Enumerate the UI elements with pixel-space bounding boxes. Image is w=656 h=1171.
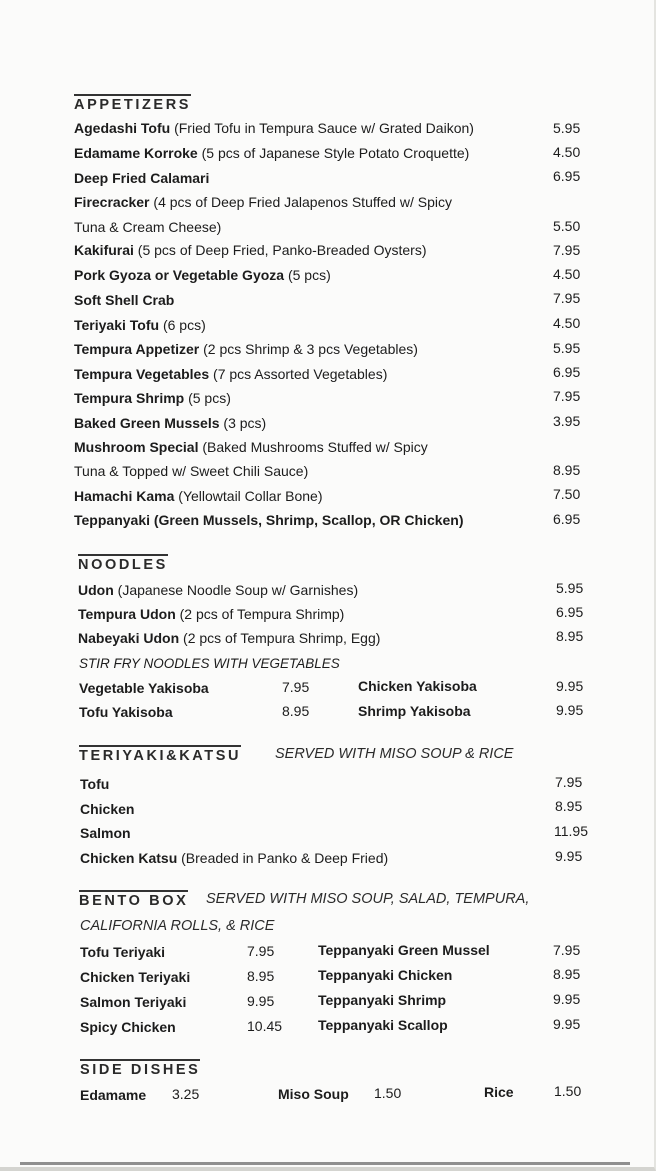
item-price: 9.95: [553, 991, 581, 1007]
item-name: Tempura Udon: [78, 606, 176, 622]
item-price: 8.95: [553, 966, 581, 982]
item-price: 4.50: [553, 266, 581, 282]
item-desc: (2 pcs of Tempura Shrimp): [175, 606, 345, 622]
item-desc: (4 pcs of Deep Fried Jalapenos Stuffed w/ Spicy: [149, 194, 452, 210]
item-price: 7.95: [553, 290, 581, 306]
menu-item: [78, 582, 358, 599]
menu-item-continuation: Tuna & Topped w/ Sweet Chili Sauce): [74, 463, 309, 479]
item-price: 5.50: [553, 218, 581, 234]
item-price: 9.95: [556, 702, 584, 718]
item-price: 11.95: [554, 823, 588, 839]
item-desc: (Japanese Noodle Soup w/ Garnishes): [113, 582, 359, 598]
item-price: 1.50: [374, 1085, 402, 1101]
menu-item: [74, 242, 427, 259]
item-name: Hamachi Kama: [74, 488, 175, 504]
item-desc: (3 pcs): [219, 415, 267, 431]
item-price: 4.50: [553, 144, 581, 160]
menu-item: Teppanyaki Scallop: [318, 1017, 448, 1033]
item-price: 7.95: [247, 943, 275, 959]
menu-item: [78, 630, 380, 647]
item-price: 6.95: [553, 364, 581, 380]
item-price: 8.95: [282, 703, 310, 719]
page-bottom-shadow: [20, 1162, 630, 1165]
item-price: 7.95: [555, 774, 583, 790]
item-price: 5.95: [556, 580, 584, 596]
item-name: Salmon: [80, 825, 131, 841]
menu-item: Tofu Yakisoba: [79, 704, 173, 720]
menu-item: [74, 341, 418, 358]
item-name: Udon: [78, 582, 114, 598]
teriyaki-heading: TERIYAKI&KATSU: [79, 745, 241, 765]
appetizers-heading: APPETIZERS: [74, 94, 191, 114]
bento-heading: BENTO BOX: [79, 890, 188, 910]
menu-item: Rice: [484, 1084, 514, 1100]
menu-item: [74, 194, 452, 211]
menu-item: Teppanyaki Chicken: [318, 967, 453, 983]
item-price: 8.95: [556, 628, 584, 644]
menu-item-continuation: Tuna & Cream Cheese): [74, 219, 222, 235]
menu-item: Miso Soup: [278, 1086, 349, 1102]
item-price: 8.95: [555, 798, 583, 814]
item-desc: (Baked Mushrooms Stuffed w/ Spicy: [198, 439, 428, 455]
menu-item: [80, 801, 134, 818]
item-price: 9.95: [553, 1016, 581, 1032]
item-name: Soft Shell Crab: [74, 292, 175, 308]
item-price: 3.95: [553, 413, 581, 429]
menu-item: [74, 145, 469, 162]
item-price: 1.50: [554, 1083, 582, 1099]
item-price: 6.95: [553, 511, 581, 527]
menu-item: [74, 415, 266, 432]
item-price: 9.95: [247, 993, 275, 1009]
stir-fry-subheading: STIR FRY NOODLES WITH VEGETABLES: [79, 656, 340, 671]
menu-item: Shrimp Yakisoba: [358, 703, 471, 719]
item-name: Agedashi Tofu: [74, 120, 171, 136]
menu-item: [74, 366, 387, 383]
menu-item: [74, 120, 474, 137]
item-price: 4.50: [553, 315, 581, 331]
menu-item: [74, 439, 428, 456]
item-desc: (6 pcs): [159, 317, 206, 333]
menu-item: [74, 390, 231, 407]
item-price: 3.25: [172, 1086, 200, 1102]
bento-note-line2: CALIFORNIA ROLLS, & RICE: [80, 918, 275, 934]
menu-item: [74, 317, 206, 334]
item-desc: (Breaded in Panko & Deep Fried): [177, 850, 389, 866]
menu-item: [78, 606, 344, 623]
item-name: Nabeyaki Udon: [78, 630, 180, 646]
item-desc: (2 pcs Shrimp & 3 pcs Vegetables): [199, 341, 418, 357]
menu-item: Teppanyaki Green Mussel: [318, 942, 490, 958]
menu-item: [74, 488, 323, 505]
menu-item: [74, 292, 174, 309]
item-price: 7.50: [553, 486, 581, 502]
item-price: 6.95: [553, 168, 581, 184]
item-name: Tempura Vegetables: [74, 366, 210, 382]
item-price: 7.95: [553, 242, 581, 258]
menu-item: Salmon Teriyaki: [80, 994, 187, 1010]
item-name: Kakifurai: [74, 242, 134, 258]
item-desc: (5 pcs): [284, 267, 331, 283]
menu-item: Chicken Yakisoba: [358, 678, 477, 694]
item-price: 5.95: [553, 340, 581, 356]
item-name: Chicken Katsu: [80, 850, 178, 866]
menu-item: [80, 776, 109, 793]
noodles-heading: NOODLES: [78, 554, 168, 574]
item-name: Deep Fried Calamari: [74, 170, 210, 186]
item-price: 7.95: [553, 942, 581, 958]
item-price: 7.95: [553, 388, 581, 404]
menu-item: [74, 267, 331, 284]
menu-item: [74, 512, 464, 529]
menu-item: [74, 170, 209, 187]
menu-item: Vegetable Yakisoba: [79, 680, 209, 696]
item-price: 5.95: [553, 120, 581, 136]
item-name: Firecracker: [74, 194, 150, 210]
item-name: Tempura Appetizer: [74, 341, 200, 357]
item-price: 8.95: [247, 968, 275, 984]
item-desc: (5 pcs of Deep Fried, Panko-Breaded Oysters): [133, 242, 427, 258]
item-name: Teppanyaki (Green Mussels, Shrimp, Scallop, OR Chicken): [74, 512, 464, 528]
item-price: 10.45: [247, 1018, 283, 1034]
item-name: Pork Gyoza or Vegetable Gyoza: [74, 267, 285, 283]
item-price: 6.95: [556, 604, 584, 620]
menu-item: [80, 850, 388, 867]
item-price: 9.95: [556, 678, 584, 694]
item-desc: (7 pcs Assorted Vegetables): [209, 366, 388, 382]
side-dishes-heading: SIDE DISHES: [80, 1059, 200, 1079]
item-name: Mushroom Special: [74, 439, 199, 455]
item-name: Chicken: [80, 801, 135, 817]
teriyaki-note: SERVED WITH MISO SOUP & RICE: [275, 746, 514, 762]
menu-item: Teppanyaki Shrimp: [318, 992, 447, 1008]
item-price: 7.95: [282, 679, 310, 695]
item-desc: (Yellowtail Collar Bone): [174, 488, 323, 504]
item-name: Baked Green Mussels: [74, 415, 220, 431]
item-price: 9.95: [555, 848, 583, 864]
item-desc: (5 pcs): [184, 390, 231, 406]
menu-item: Tofu Teriyaki: [80, 944, 166, 960]
menu-item: Edamame: [80, 1087, 147, 1103]
item-desc: (Fried Tofu in Tempura Sauce w/ Grated Daikon): [170, 120, 474, 136]
menu-item: Chicken Teriyaki: [80, 969, 191, 985]
item-price: 8.95: [553, 462, 581, 478]
item-name: Edamame Korroke: [74, 145, 198, 161]
item-name: Teriyaki Tofu: [74, 317, 160, 333]
menu-item: Spicy Chicken: [80, 1019, 176, 1035]
menu-item: [80, 825, 131, 842]
item-desc: (5 pcs of Japanese Style Potato Croquette): [197, 145, 470, 161]
item-name: Tempura Shrimp: [74, 390, 185, 406]
item-desc: (2 pcs of Tempura Shrimp, Egg): [179, 630, 381, 646]
bento-note: SERVED WITH MISO SOUP, SALAD, TEMPURA,: [206, 891, 530, 907]
item-name: Tofu: [80, 776, 110, 792]
